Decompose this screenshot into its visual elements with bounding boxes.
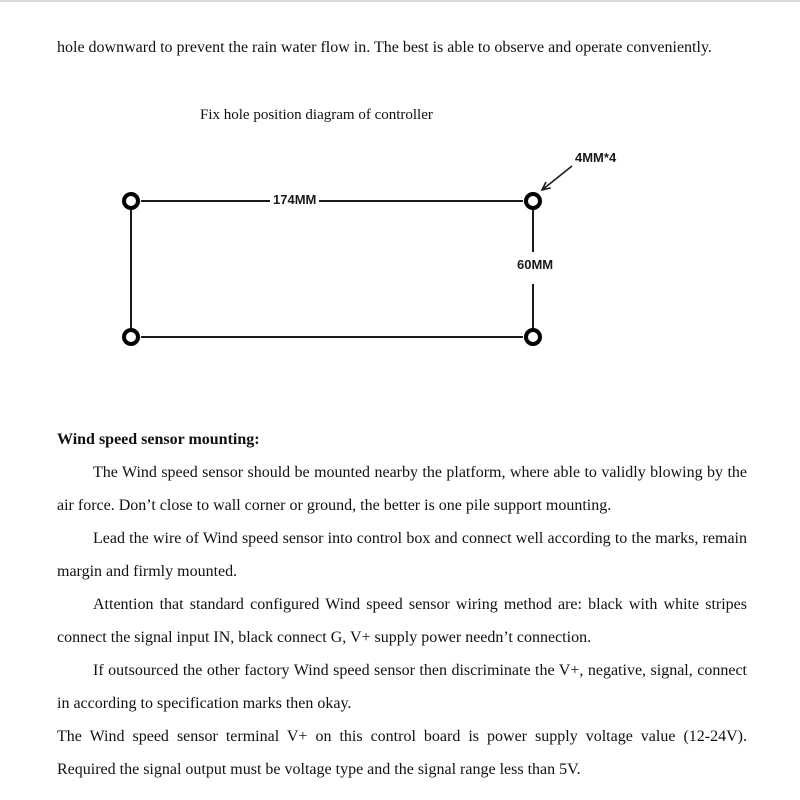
width-dimension-label: 174MM <box>270 192 319 207</box>
mount-hole-top-left <box>122 192 140 210</box>
intro-paragraph: hole downward to prevent the rain water flow in. The best is able to observe and operate conveniently. <box>57 39 712 56</box>
height-dimension-label: 60MM <box>514 257 556 272</box>
paragraph-lead-wire: Lead the wire of Wind speed sensor into control box and connect well according to the marks, remain margin and firmly mounted. <box>57 530 747 580</box>
top-dimension-line <box>141 200 523 202</box>
leader-arrow-icon <box>534 164 582 196</box>
diagram-caption: Fix hole position diagram of controller <box>200 107 433 123</box>
paragraph-platform-mounting: The Wind speed sensor should be mounted nearby the platform, where able to validly blowing by the air force. Don’t close to wall corner or ground, the better is one pile support mounting. <box>57 464 747 514</box>
paragraph-wiring-method: Attention that standard configured Wind speed sensor wiring method are: black with white stripes connect the signal input IN, black connect G, V+ supply power needn’t connection. <box>57 596 747 646</box>
mount-hole-bottom-right <box>524 328 542 346</box>
mount-hole-bottom-left <box>122 328 140 346</box>
section-heading: Wind speed sensor mounting: <box>57 431 260 448</box>
right-dimension-line-lower <box>532 284 534 328</box>
right-dimension-line-upper <box>532 210 534 252</box>
hole-size-label: 4MM*4 <box>572 150 619 165</box>
left-dimension-line <box>130 210 132 328</box>
paragraph-outsourced-sensor: If outsourced the other factory Wind speed sensor then discriminate the V+, negative, signal, connect in according to specification marks then okay. <box>57 662 747 712</box>
paragraph-voltage-note: The Wind speed sensor terminal V+ on this control board is power supply voltage value (12-24V). Required the signal output must be voltage type and the signal range less than 5V. <box>57 728 747 778</box>
bottom-dimension-line <box>141 336 523 338</box>
wind-sensor-section <box>57 423 747 786</box>
